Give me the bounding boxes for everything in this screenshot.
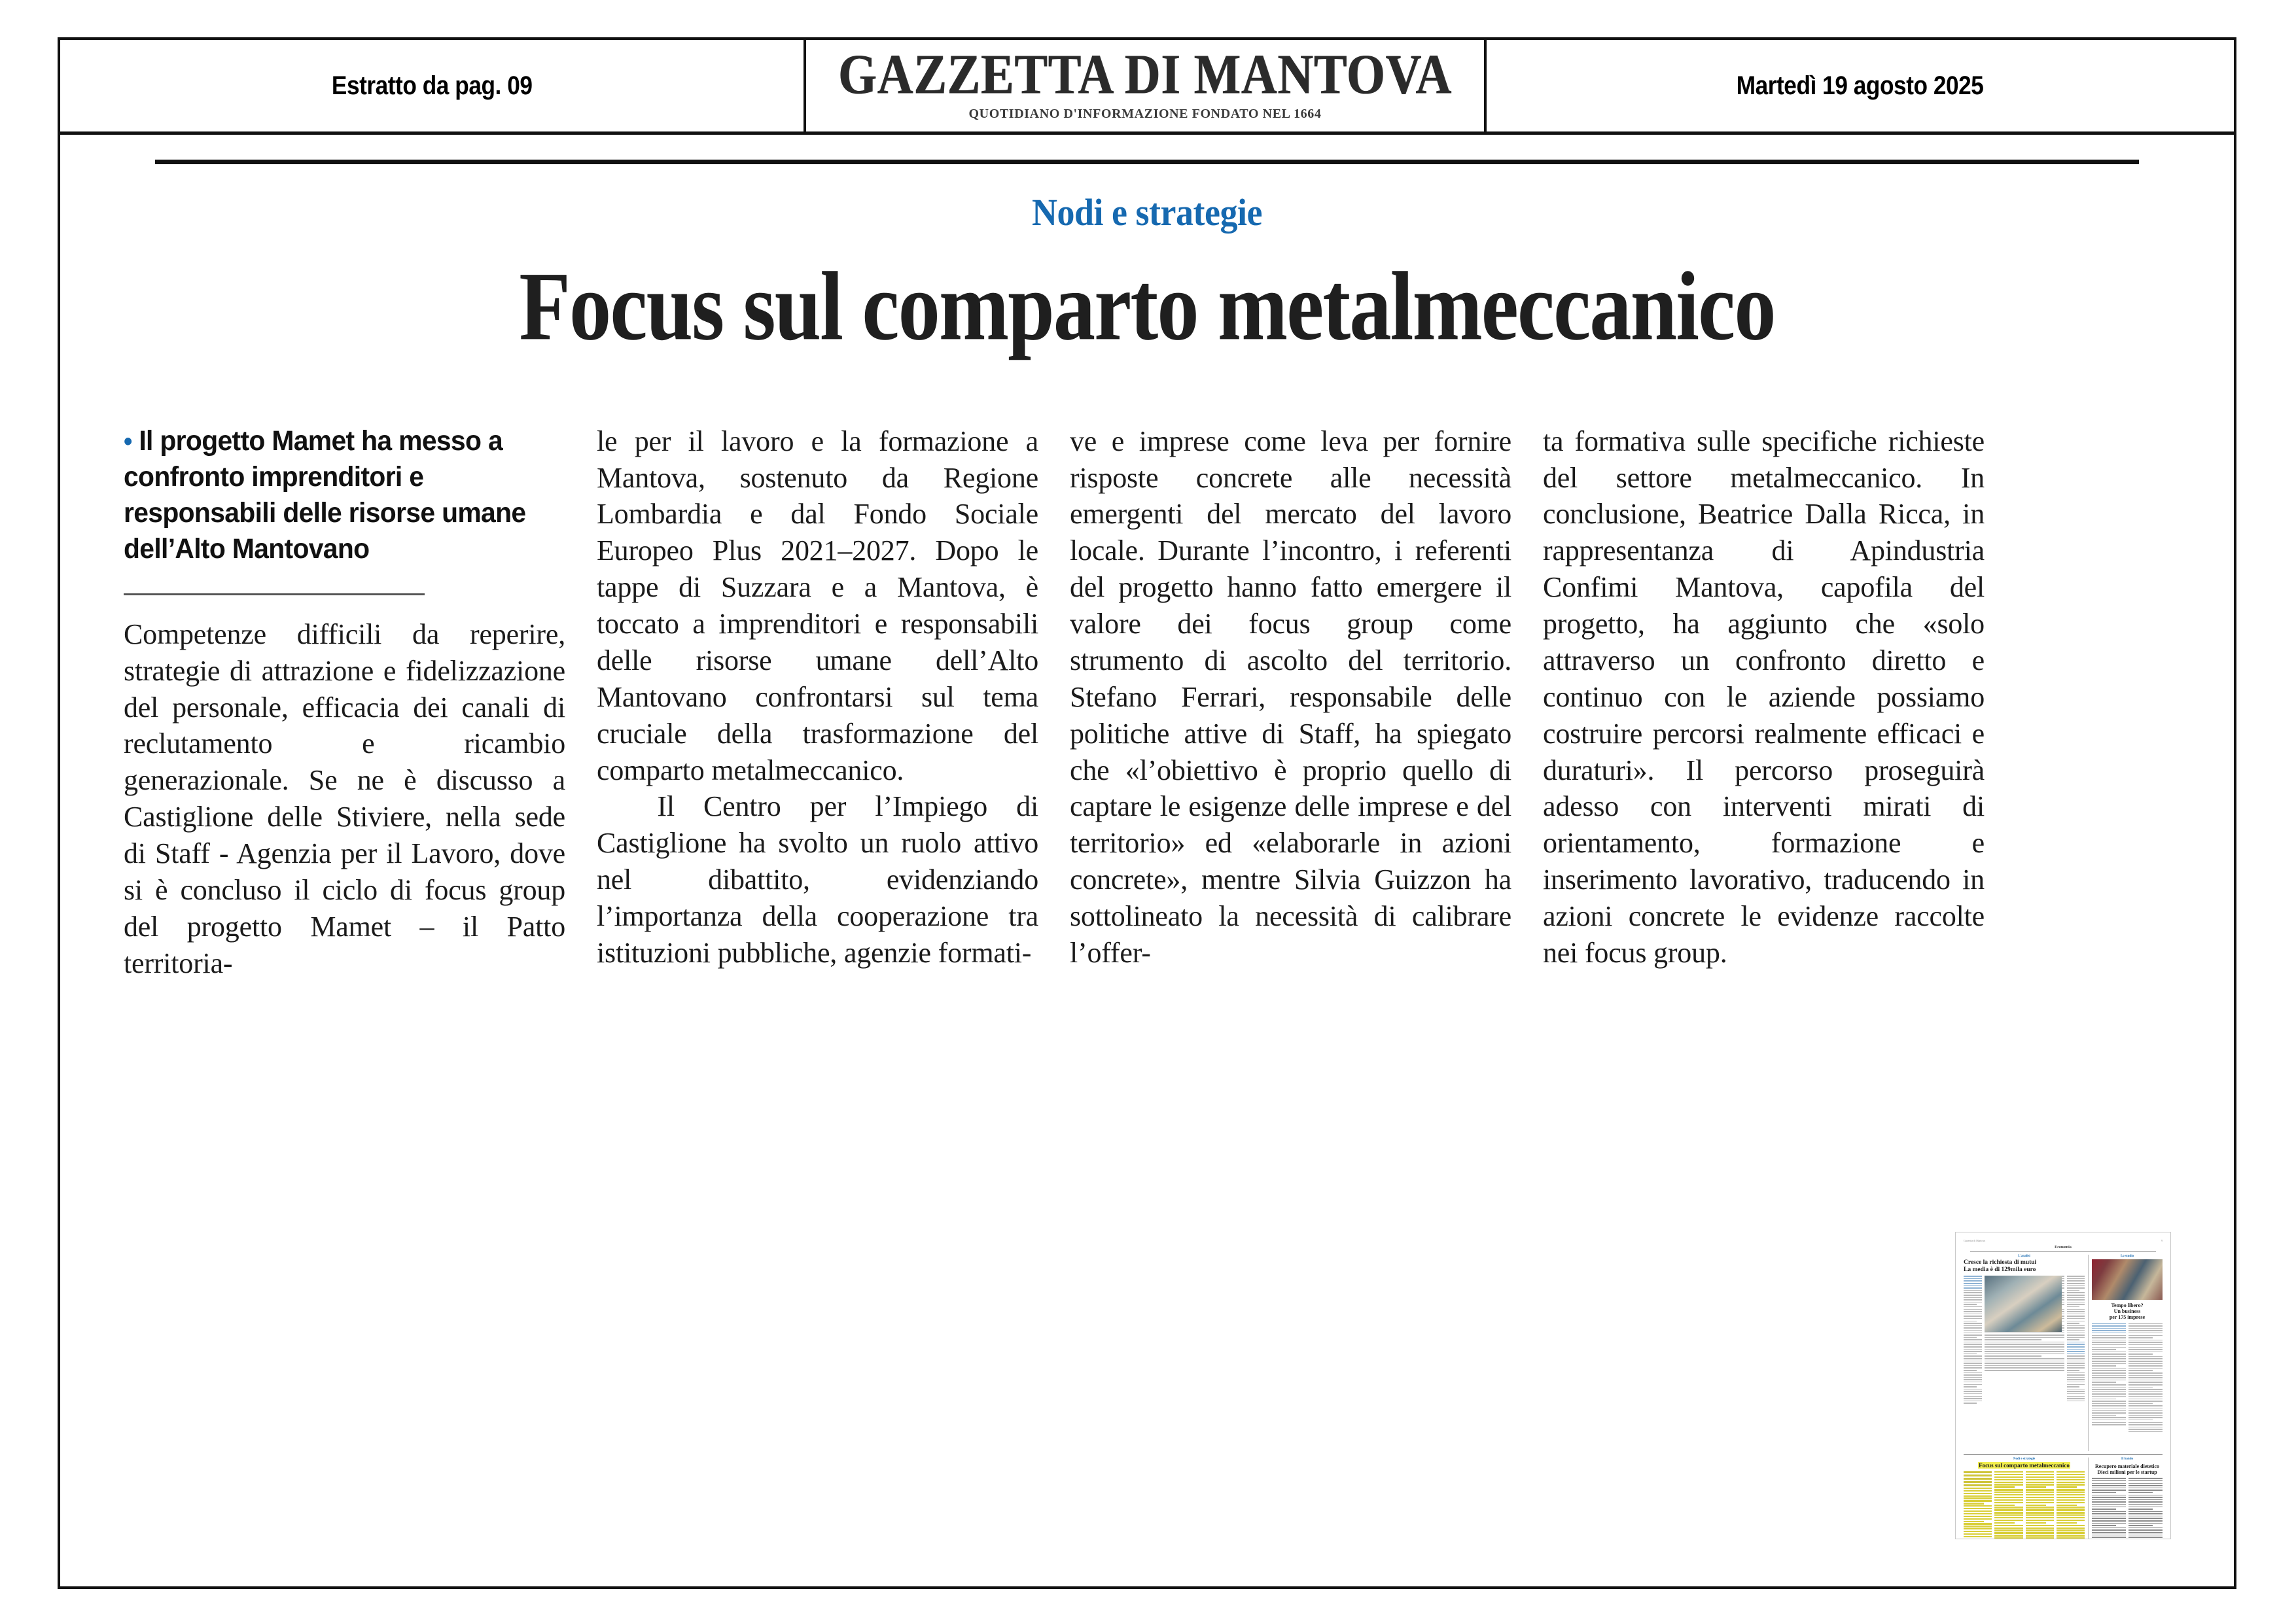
thumbnail-text-lines	[1964, 1290, 1982, 1404]
thumbnail-kicker-lower-left: Nodi e strategie	[2013, 1457, 2036, 1461]
lead-bullet: •	[124, 427, 132, 456]
thumbnail-headline-left	[1964, 1259, 2085, 1273]
thumbnail-headline-right	[2092, 1302, 2163, 1321]
thumbnail-right-columns	[2092, 1323, 2163, 1434]
thumbnail-text-lines	[2092, 1323, 2126, 1334]
thumbnail-text-lines	[1964, 1488, 1992, 1539]
article-kicker: Nodi e strategie	[1031, 191, 1263, 234]
thumbnail-lower-body	[1964, 1454, 2163, 1539]
thumbnail-headline-lower-left	[1964, 1462, 2085, 1469]
thumbnail-text-lines	[2026, 1471, 2054, 1539]
thumbnail-lower-right-columns	[2092, 1478, 2163, 1539]
thumbnail-upper-body	[1964, 1255, 2163, 1451]
publication-date: Martedì 19 agosto 2025	[1737, 71, 1984, 100]
article-lead	[124, 423, 543, 567]
article-headline: Focus sul comparto metalmeccanico	[519, 252, 1775, 360]
thumbnail-section-label: Economia	[1970, 1246, 2156, 1252]
thumbnail-column	[1964, 1276, 1982, 1405]
headline-line: Cresce la richiesta di mutui	[1964, 1259, 2037, 1266]
paragraph: Competenze difficili da reperire, strategie di attrazione e fidelizzazione del personale, efficacia dei canali di reclutamento e ricambio generazionale. Se ne è discusso a Castiglione delle Stiviere, nella sede di Staff - Agenzia per il Lavoro, dove si è concluso il ciclo di focus group del progetto Mamet – il Patto territoria-	[124, 618, 565, 979]
paragraph: ta formativa sulle specifiche richieste del settore metalmeccanico. In conclusione, Beatrice Dalla Ricca, in rappresentanza di Apindustria Confimi Mantova, capofila del progetto, ha aggiunto che «solo attraverso un confronto diretto e continuo con le aziende possiamo costruire percorsi realmente efficaci e duraturi». Il percorso proseguirà adesso con interventi mirati di orientamento, formazione e inserimento lavorativo, traducendo in azioni concrete le evidenze raccolte nei focus group.	[1543, 425, 1985, 969]
thumbnail-column	[2057, 1471, 2085, 1539]
thumbnail-lower-right-article	[2092, 1457, 2163, 1539]
article-column-3	[1070, 423, 1511, 982]
article	[60, 160, 2234, 982]
clipping-header	[60, 40, 2234, 135]
thumbnail-highlighted-article	[1964, 1457, 2089, 1539]
thumbnail-kicker-left: L'analisi	[2018, 1255, 2030, 1258]
thumbnail-paper-name: Gazzetta di Mantova	[1964, 1239, 1986, 1242]
thumbnail-text-lines	[1964, 1276, 1982, 1288]
thumbnail-headline-lower-right	[2092, 1463, 2163, 1475]
article-column-4	[1543, 423, 1985, 982]
thumbnail-column	[2067, 1276, 2085, 1405]
thumbnail-column	[1994, 1471, 2022, 1539]
thumbnail-kicker-lower-right: Il bando	[2121, 1457, 2133, 1461]
paragraph: ve e imprese come leva per fornire risposte concrete alle necessità emergenti del mercato del lavoro locale. Durante l’incontro, i referenti del progetto hanno fatto emergere il valore dei focus group come strumento di ascolto del territorio. Stefano Ferrari, responsabile delle politiche attive di Staff, ha spiegato che «l’obiettivo è proprio quello di captare le esigenze delle imprese e del territorio» ed «elaborarle in azioni concrete», mentre Silvia Guizzon ha sottolineato la necessità di calibrare l’offer-	[1070, 425, 1511, 969]
headline-line: Focus sul comparto metalmeccanico	[1979, 1462, 2070, 1469]
paragraph: Il Centro per l’Impiego di Castiglione ha svolto un ruolo attivo nel dibattito, evidenziando l’importanza della cooperazione tra istituzioni pubbliche, agenzie formati-	[597, 790, 1038, 969]
date-cell	[1487, 40, 2234, 131]
thumbnail-text-lines	[2128, 1478, 2163, 1539]
column-2-body	[597, 423, 1038, 971]
newspaper-clipping	[58, 37, 2236, 1589]
masthead-title: GAZZETTA DI MANTOVA	[838, 43, 1452, 106]
thumbnail-column-with-photo	[1985, 1276, 2064, 1405]
thumbnail-text-lines	[2067, 1355, 2085, 1401]
paragraph: le per il lavoro e la formazione a Mantova, sostenuto da Regione Lombardia e dal Fondo Sociale Europeo Plus 2021–2027. Dopo le tappe di Suzzara e a Mantova, è toccato a imprenditori e responsabili delle risorse umane dell’Alto Mantovano confrontarsi sul tema cruciale della trasformazione del comparto metalmeccanico.	[597, 425, 1038, 786]
headline-line: Tempo libero?	[2111, 1302, 2144, 1308]
thumbnail-column	[2092, 1323, 2126, 1434]
headline-line: Dieci milioni per le startup	[2097, 1469, 2157, 1476]
thumbnail-text-lines	[2057, 1471, 2085, 1539]
thumbnail-text-lines	[2092, 1335, 2126, 1425]
headline-line: Un business	[2113, 1308, 2141, 1315]
thumbnail-page-number: 9	[2161, 1239, 2163, 1242]
thumbnail-column	[2128, 1478, 2163, 1539]
thumbnail-photo	[2092, 1259, 2163, 1300]
thumbnail-photo	[1985, 1276, 2062, 1332]
article-top-rule	[155, 160, 2139, 164]
thumbnail-column	[2092, 1478, 2126, 1539]
thumbnail-text-lines	[2067, 1276, 2085, 1340]
headline-line: per 175 imprese	[2109, 1314, 2146, 1321]
thumbnail-column	[2128, 1323, 2163, 1434]
column-1-body	[124, 616, 565, 982]
column-3-body	[1070, 423, 1511, 971]
thumbnail-column	[1964, 1471, 1992, 1539]
thumbnail-text-lines	[2067, 1342, 2085, 1354]
thumbnail-left-columns	[1964, 1276, 2085, 1405]
thumbnail-kicker-right: Lo studio	[2120, 1255, 2134, 1258]
column-4-body	[1543, 423, 1985, 971]
lead-divider	[124, 593, 425, 595]
article-column-1	[124, 423, 565, 982]
thumbnail-text-lines	[1994, 1471, 2022, 1539]
thumbnail-lead-block	[1964, 1471, 1992, 1486]
masthead-cell	[806, 40, 1487, 131]
thumbnail-column	[2026, 1471, 2054, 1539]
article-columns	[90, 423, 2204, 982]
thumbnail-lower-columns	[1964, 1471, 2085, 1539]
headline-line: La media è di 129mila euro	[1964, 1266, 2036, 1273]
headline-line: Recupero materiale dietetico	[2095, 1463, 2160, 1469]
thumbnail-page-meta	[1964, 1239, 2163, 1242]
thumbnail-left-block	[1964, 1255, 2089, 1451]
thumbnail-text-lines	[2092, 1478, 2126, 1539]
extract-label: Estratto da pag. 09	[331, 71, 533, 100]
thumbnail-right-block	[2092, 1255, 2163, 1451]
extract-cell	[60, 40, 806, 131]
article-column-2	[597, 423, 1038, 982]
thumbnail-text-lines	[2128, 1323, 2163, 1433]
lead-text: Il progetto Mamet ha messo a confronto imprenditori e responsabili delle risorse umane dell’Alto Mantovano	[124, 425, 526, 565]
masthead-subtitle: QUOTIDIANO D'INFORMAZIONE FONDATO NEL 1664	[968, 106, 1322, 121]
page-thumbnail	[1955, 1232, 2171, 1539]
